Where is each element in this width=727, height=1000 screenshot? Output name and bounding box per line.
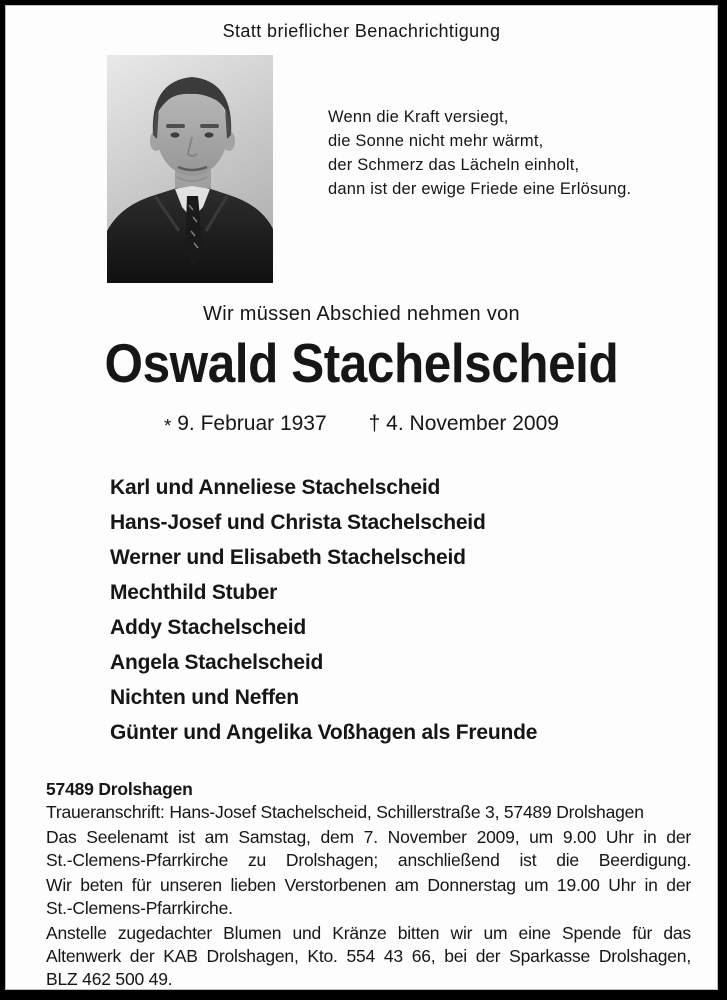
portrait-photo-graphic (107, 55, 273, 283)
text-line: Günter und Angelika Voßhagen als Freunde (110, 721, 538, 744)
text-line: Hans-Josef und Christa Stachelscheid (110, 511, 486, 534)
text-line: Mechthild Stuber (110, 581, 278, 604)
birth-star-symbol: * (164, 416, 172, 437)
text-line: St.-Clemens-Pfarrkirche zu Drolshagen; anschließend ist die Beerdigung. (46, 850, 691, 870)
info-paragraph (46, 826, 691, 872)
memorial-poem (328, 105, 631, 201)
text-line: Das Seelenamt ist am Samstag, dem 7. November 2009, um 9.00 Uhr in der (46, 827, 691, 847)
text-line: Wir beten für unseren lieben Verstorbenen am Donnerstag um 19.00 Uhr in der (46, 875, 691, 895)
text-line: BLZ 462 500 49. (46, 969, 173, 989)
address-line: Traueranschrift: Hans-Josef Stachelscheid, Schillerstraße 3, 57489 Drolshagen (46, 802, 644, 822)
life-dates (5, 411, 718, 438)
obituary-notice (5, 5, 718, 990)
preface-line: Statt brieflicher Benachrichtigung (222, 21, 501, 41)
text-line: Angela Stachelscheid (110, 651, 324, 674)
death-date: † 4. November 2009 (368, 412, 559, 435)
portrait-photo (107, 55, 273, 283)
intro-line: Wir müssen Abschied nehmen von (203, 303, 520, 325)
text-line: dann ist der ewige Friede eine Erlösung. (328, 180, 632, 198)
text-line: Werner und Elisabeth Stachelscheid (110, 546, 466, 569)
deceased-name (5, 333, 718, 408)
text-line: Altenwerk der KAB Drolshagen, Kto. 554 43 66, bei der Sparkasse Drolshagen, (46, 946, 691, 966)
text-line: Nichten und Neffen (110, 686, 299, 709)
info-paragraphs (46, 826, 691, 991)
text-line: Addy Stachelscheid (110, 616, 306, 639)
birth-date-text: 9. Februar 1937 (177, 412, 327, 435)
text-line: der Schmerz das Lächeln einholt, (328, 156, 580, 174)
text-line: Anstelle zugedachter Blumen und Kränze bitten wir um eine Spende für das (46, 923, 691, 943)
text-line: Wenn die Kraft versiegt, (328, 108, 509, 126)
info-paragraph (46, 922, 691, 991)
funeral-info-block (46, 778, 691, 991)
birth-date (164, 412, 327, 435)
mourners-list (110, 470, 537, 750)
deceased-name-text: Oswald Stachelscheid (104, 332, 619, 394)
info-paragraph (46, 874, 691, 920)
text-line: die Sonne nicht mehr wärmt, (328, 132, 544, 150)
text-line: St.-Clemens-Pfarrkirche. (46, 898, 233, 918)
text-line: Karl und Anneliese Stachelscheid (110, 476, 441, 499)
city-line: 57489 Drolshagen (46, 779, 193, 799)
